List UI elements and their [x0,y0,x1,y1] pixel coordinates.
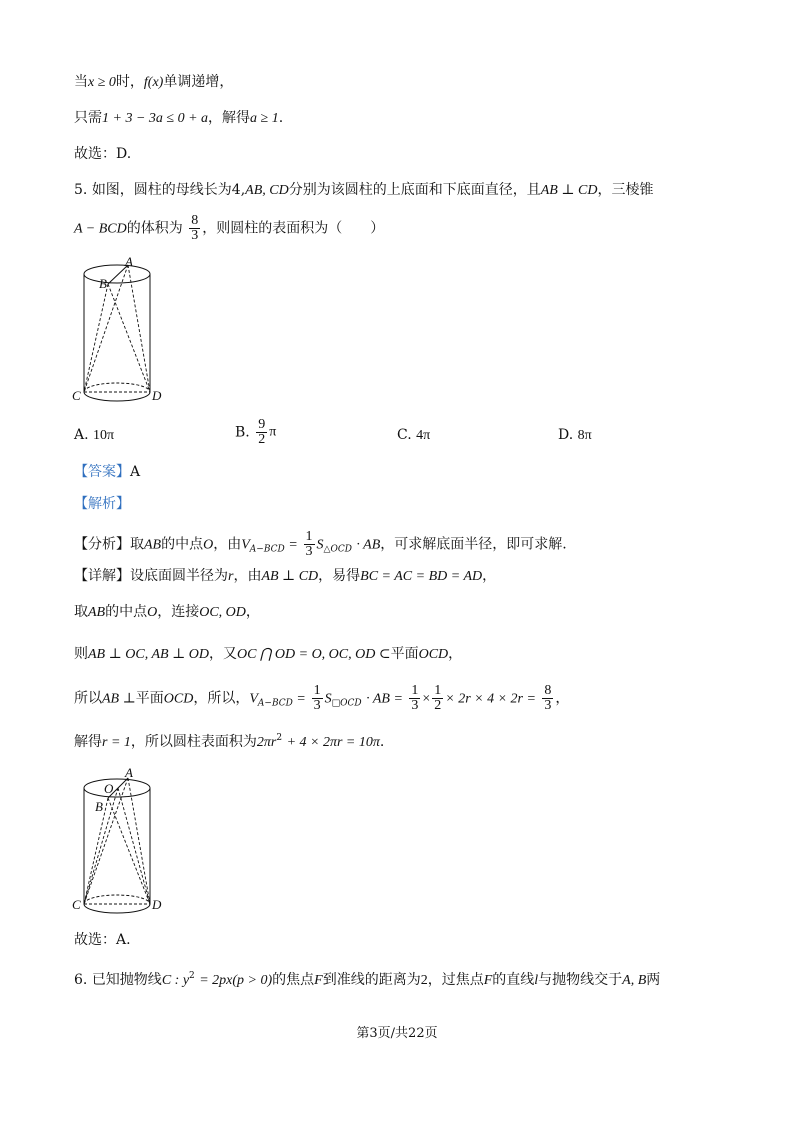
text: 只需 [74,110,102,126]
question-6-stem: 6. 已知抛物线C : $y^2 = 2px(p > 0)$的焦点F到准线的距离为2，过焦点F的直线l与抛物线交于A, B两 [74,971,661,988]
math: x ≥ 0 [88,75,116,90]
text: 的体积为 [126,220,183,237]
fraction: $\frac{8}{3}$ [191,213,199,243]
text-line-condition [74,108,283,129]
text: ，则圆柱的表面积为（ ） [202,220,385,237]
xiangjie-tag: 【详解】 [74,568,130,584]
math: AB ⊥ CD [540,183,598,198]
option-d: D. 8π [558,427,592,443]
label-a: A [125,765,133,780]
math: f(x) [143,75,164,90]
solve-line: 解得r = 1，所以圆柱表面积为$2\pi r^2 + 4 \times 2\pi r = 10\pi$. [74,733,385,750]
math: AB, CD [245,183,289,198]
take-midpoint-line: 取AB的中点O，连接OC, OD， [74,604,260,620]
label-c: C [72,388,81,403]
label-d: D [152,388,162,403]
answer-line [74,462,140,482]
analysis-tag: 【解析】 [74,496,130,512]
option-c: C. 4π [397,427,431,443]
fraction: $\frac{8}{3}$ [544,683,552,713]
fraction: $\frac{1}{2}$ [434,683,442,713]
question-number: 6. [74,972,88,988]
question-5-stem-2 [74,214,384,243]
text: 如图，圆柱的母线长为4, [91,182,246,198]
math: a ≥ 1 [250,111,279,126]
text-line-monotonic [74,72,233,93]
fenxi-tag: 【分析】 [74,536,130,553]
fraction: $\frac{1}{3}$ [411,683,419,713]
text: 当 [74,74,88,90]
text: . [278,110,284,126]
fraction: $\frac{1}{3}$ [313,683,321,713]
label-d: D [152,897,162,912]
answer-tag: 【答案】 [74,464,130,480]
analysis-line [74,494,130,514]
math: 1 + 3 − 3a ≤ 0 + a [102,111,209,126]
text-line-choice-d [74,144,131,164]
question-number: 5. [74,182,88,198]
text: 时， [115,74,144,90]
question-5-stem [74,180,653,201]
math: A − BCD [74,221,127,237]
label-b: B [99,276,107,291]
label-c: C [72,897,81,912]
label-b: B [95,799,103,814]
fraction: $\frac{1}{3}$ [305,529,313,559]
text: 故选：D. [74,146,132,162]
choose-a-line: 故选：A. [74,932,131,948]
text: ，解得 [208,110,251,126]
label-a: A [125,254,133,269]
fenxi-line: 【分析】取AB的中点O，由$V_{A-BCD}$ = $\frac{1}{3}$ $S_{\triangle OCD}$ · AB，可求解底面半径，即可求解. [74,529,567,559]
text: 单调递增， [163,74,234,90]
text: ，三棱锥 [597,182,654,198]
volume-line: 所以AB ⊥平面OCD，所以，$V_{A-BCD}$ = $\frac{1}{3}$ $S_{□OCD}$ · AB = $\frac{1}{3}$ × $\frac{1}{2}$ × 2r × 4 × 2r = $\frac{8}{3}$ ， [74,683,570,713]
cylinder-figure [70,252,170,408]
perpendicular-line: 则AB ⊥ OC, AB ⊥ OD，又OC ⋂ OD = O, OC, OD ⊂平面OCD， [74,646,463,662]
label-o: O [104,781,114,796]
answer-value: A [130,464,141,480]
fraction: $\frac{9}{2}$ [258,417,266,447]
xiangjie-line: 【详解】设底面圆半径为r，由AB ⊥ CD，易得BC = AC = BD = AD， [74,568,497,584]
cylinder-figure-solution [70,764,170,914]
option-b: B. $\frac{9}{2}$ π [235,417,277,447]
text: 分别为该圆柱的上底面和下底面直径，且 [288,182,541,198]
page-footer: 第3页/共22页 [356,1026,438,1041]
option-a: A. 10π [74,427,115,443]
